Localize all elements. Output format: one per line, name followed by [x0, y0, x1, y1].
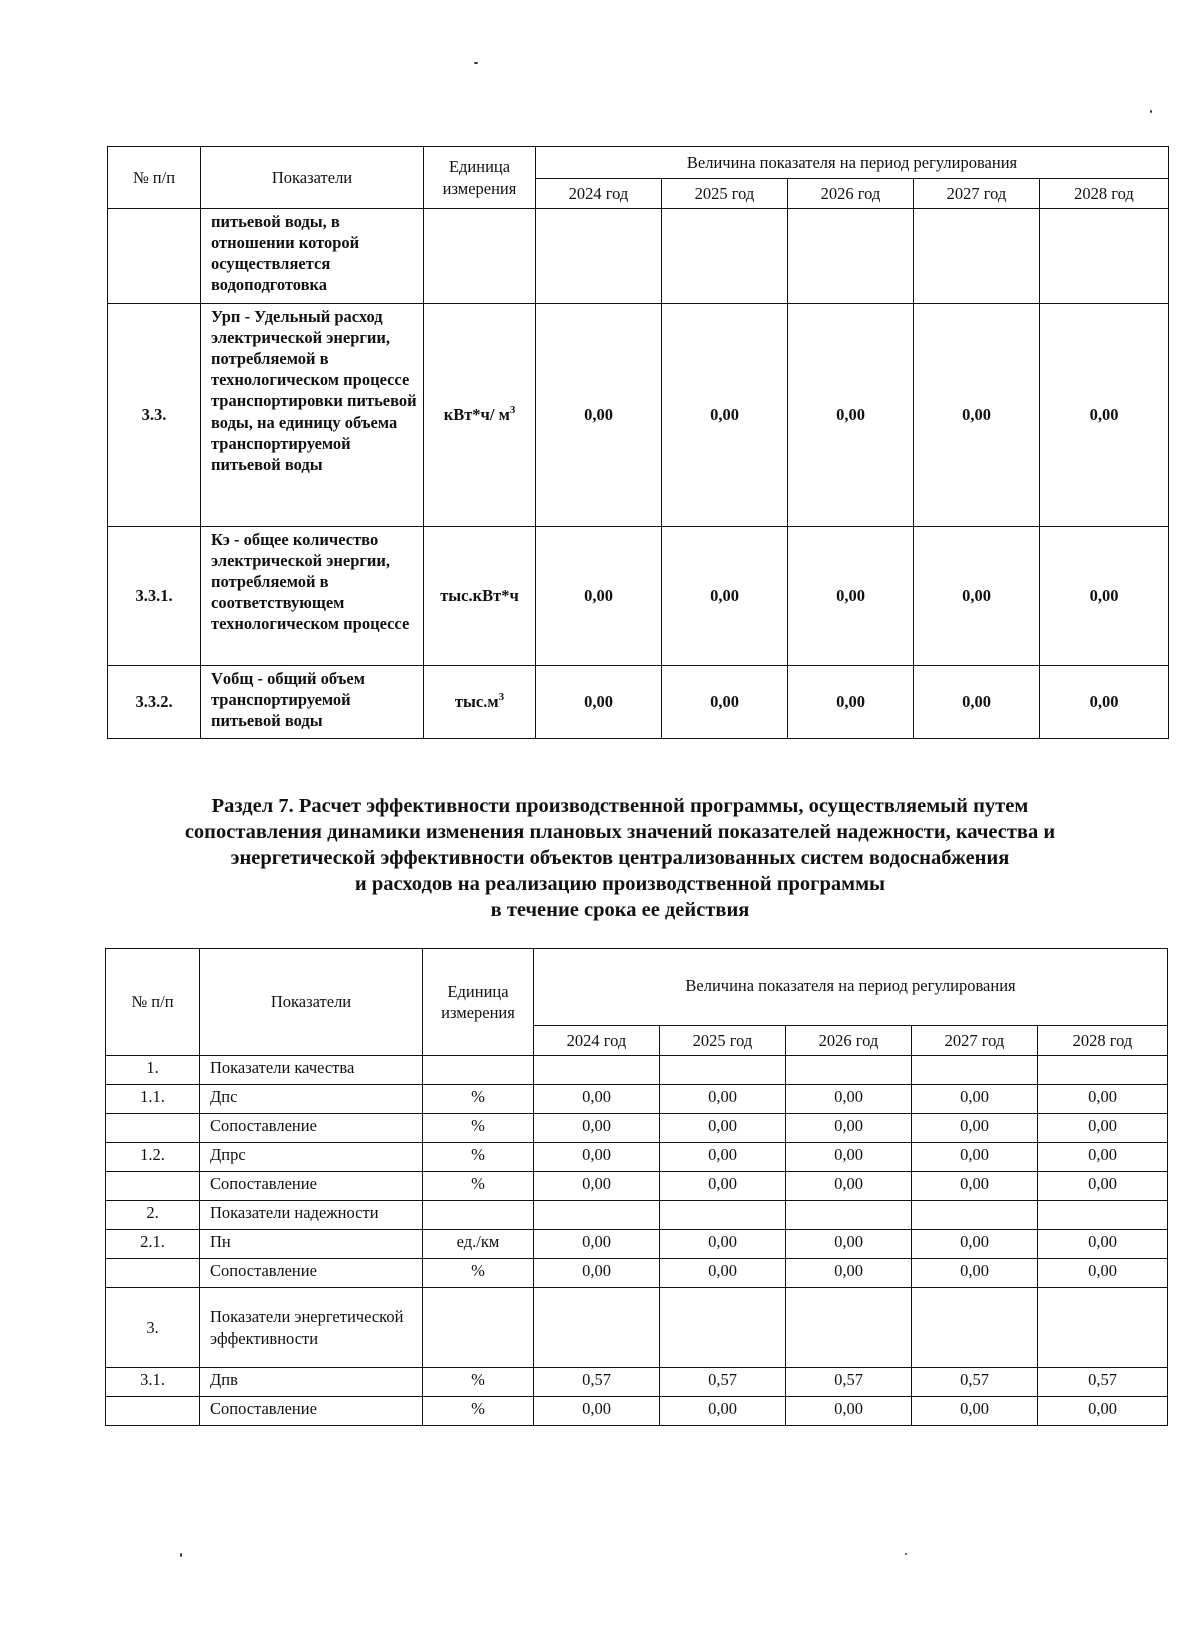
row-value: 0,00 [1038, 1397, 1168, 1426]
row-value: 0,00 [786, 1230, 912, 1259]
section-title-line: сопоставления динамики изменения плановых значений показателей надежности, качества и [184, 821, 1056, 843]
row-unit [423, 1201, 534, 1230]
row-value: 0,00 [788, 304, 914, 527]
row-indicator: Дпрс [200, 1143, 423, 1172]
row-unit: тыс.кВт*ч [424, 527, 536, 666]
header-year: 2027 год [914, 179, 1040, 209]
table-row [106, 1085, 1168, 1114]
row-indicator: Сопоставление [200, 1114, 423, 1143]
table-row [106, 1201, 1168, 1230]
row-unit: % [423, 1143, 534, 1172]
row-value: 0,00 [914, 666, 1040, 739]
row-value: 0,00 [534, 1114, 660, 1143]
row-value [534, 1056, 660, 1085]
row-value: 0,00 [1040, 666, 1169, 739]
row-value: 0,00 [536, 666, 662, 739]
row-indicator: Сопоставление [200, 1259, 423, 1288]
table-row [108, 304, 1169, 527]
scan-speck [1150, 110, 1152, 113]
row-value: 0,00 [1038, 1172, 1168, 1201]
row-value: 0,00 [788, 666, 914, 739]
row-indicator: Показатели надежности [200, 1201, 423, 1230]
row-unit: % [423, 1368, 534, 1397]
row-indicator: Пн [200, 1230, 423, 1259]
row-value [912, 1056, 1038, 1085]
row-unit [423, 1056, 534, 1085]
row-value [662, 209, 788, 304]
row-value: 0,00 [914, 527, 1040, 666]
row-indicator: Vобщ - общий объем транспортируемой питьевой воды [201, 666, 424, 739]
header-year: 2028 год [1038, 1026, 1168, 1056]
header-period: Величина показателя на период регулирования [536, 147, 1169, 179]
row-value: 0,00 [660, 1143, 786, 1172]
row-value: 0,57 [534, 1368, 660, 1397]
row-value: 0,00 [1038, 1114, 1168, 1143]
section-title-line: энергетической эффективности объектов централизованных систем водоснабжения [230, 847, 1010, 869]
row-value: 0,00 [1038, 1143, 1168, 1172]
header-year: 2026 год [786, 1026, 912, 1056]
table-row [106, 1368, 1168, 1397]
row-unit: % [423, 1259, 534, 1288]
row-value: 0,57 [912, 1368, 1038, 1397]
row-value: 0,00 [786, 1259, 912, 1288]
row-num [106, 1397, 200, 1426]
row-value: 0,00 [1038, 1230, 1168, 1259]
header-indicator: Показатели [200, 949, 423, 1056]
scan-speck [905, 1553, 907, 1555]
section-title [100, 793, 1140, 923]
row-num: 2.1. [106, 1230, 200, 1259]
row-indicator: Сопоставление [200, 1172, 423, 1201]
row-value: 0,00 [660, 1230, 786, 1259]
row-indicator: Урп - Удельный расход электрической энергии, потребляемой в технологическом процессе транспортировки питьевой воды, на единицу объема транспортируемой питьевой воды [201, 304, 424, 527]
row-value: 0,00 [536, 304, 662, 527]
row-value: 0,00 [534, 1085, 660, 1114]
row-value: 0,00 [662, 304, 788, 527]
row-value: 0,00 [786, 1114, 912, 1143]
scan-speck [474, 62, 478, 64]
indicator-table-continued [107, 146, 1169, 739]
row-value [536, 209, 662, 304]
header-num: № п/п [108, 147, 201, 209]
row-num [106, 1114, 200, 1143]
row-value: 0,00 [662, 666, 788, 739]
row-value [912, 1288, 1038, 1368]
table-row [108, 209, 1169, 304]
row-value [660, 1056, 786, 1085]
row-value: 0,00 [912, 1114, 1038, 1143]
row-num [106, 1172, 200, 1201]
row-num: 3.3.2. [108, 666, 201, 739]
row-value: 0,00 [786, 1397, 912, 1426]
row-num: 3.1. [106, 1368, 200, 1397]
row-value: 0,00 [1040, 304, 1169, 527]
row-value: 0,00 [534, 1143, 660, 1172]
row-value: 0,00 [660, 1085, 786, 1114]
row-unit: кВт*ч/ $м^3$ [424, 304, 536, 527]
table-row [108, 527, 1169, 666]
row-value: 0,57 [1038, 1368, 1168, 1397]
row-value: 0,00 [1038, 1259, 1168, 1288]
header-unit: Единица измерения [423, 949, 534, 1056]
header-indicator: Показатели [201, 147, 424, 209]
row-value: 0,57 [786, 1368, 912, 1397]
row-value: 0,00 [660, 1397, 786, 1426]
row-value: 0,00 [660, 1172, 786, 1201]
header-num: № п/п [106, 949, 200, 1056]
row-value [1038, 1056, 1168, 1085]
row-unit [424, 209, 536, 304]
row-value: 0,00 [912, 1143, 1038, 1172]
header-year: 2024 год [536, 179, 662, 209]
row-value [786, 1201, 912, 1230]
row-num: 3.3.1. [108, 527, 201, 666]
row-value: 0,00 [912, 1230, 1038, 1259]
row-value: 0,57 [660, 1368, 786, 1397]
table-row [106, 1397, 1168, 1426]
row-value: 0,00 [534, 1172, 660, 1201]
table-row [106, 1172, 1168, 1201]
header-year: 2025 год [662, 179, 788, 209]
row-indicator: Показатели энергетической эффективности [200, 1288, 423, 1368]
row-value: 0,00 [786, 1172, 912, 1201]
row-unit: % [423, 1114, 534, 1143]
row-indicator: Показатели качества [200, 1056, 423, 1085]
row-num: 3. [106, 1288, 200, 1368]
header-period: Величина показателя на период регулирования [534, 949, 1168, 1026]
row-num [108, 209, 201, 304]
row-value: 0,00 [912, 1172, 1038, 1201]
header-year: 2024 год [534, 1026, 660, 1056]
row-value: 0,00 [914, 304, 1040, 527]
section-title-line: Раздел 7. Расчет эффективности производственной программы, осуществляемый путем [211, 795, 1029, 817]
row-value: 0,00 [912, 1259, 1038, 1288]
row-unit: % [423, 1085, 534, 1114]
row-value: 0,00 [912, 1397, 1038, 1426]
row-value: 0,00 [1038, 1085, 1168, 1114]
row-num: 1.2. [106, 1143, 200, 1172]
row-value [660, 1288, 786, 1368]
row-value [912, 1201, 1038, 1230]
row-unit: % [423, 1397, 534, 1426]
row-num: 1. [106, 1056, 200, 1085]
table-row [106, 1230, 1168, 1259]
row-value: 0,00 [1040, 527, 1169, 666]
row-num: 3.3. [108, 304, 201, 527]
row-indicator: питьевой воды, в отношении которой осуществляется водоподготовка [201, 209, 424, 304]
row-value [786, 1288, 912, 1368]
header-year: 2025 год [660, 1026, 786, 1056]
header-year: 2026 год [788, 179, 914, 209]
row-value [914, 209, 1040, 304]
row-unit: ед./км [423, 1230, 534, 1259]
row-value: 0,00 [788, 527, 914, 666]
row-indicator: Сопоставление [200, 1397, 423, 1426]
row-value [1038, 1201, 1168, 1230]
row-value: 0,00 [786, 1085, 912, 1114]
table-row [106, 1259, 1168, 1288]
row-value [786, 1056, 912, 1085]
row-value [660, 1201, 786, 1230]
row-indicator: Дпс [200, 1085, 423, 1114]
row-value: 0,00 [786, 1143, 912, 1172]
row-value: 0,00 [534, 1230, 660, 1259]
row-indicator: Дпв [200, 1368, 423, 1397]
row-value [534, 1288, 660, 1368]
row-value: 0,00 [536, 527, 662, 666]
header-year: 2028 год [1040, 179, 1169, 209]
table-row [106, 1143, 1168, 1172]
section-title-line: в течение срока ее действия [490, 899, 750, 921]
row-value: 0,00 [662, 527, 788, 666]
row-num: 2. [106, 1201, 200, 1230]
table-row [106, 1056, 1168, 1085]
row-num [106, 1259, 200, 1288]
row-value [1040, 209, 1169, 304]
header-unit: Единица измерения [424, 147, 536, 209]
row-value [1038, 1288, 1168, 1368]
row-unit: $тыс.м^3$ [424, 666, 536, 739]
scan-speck [180, 1553, 182, 1557]
row-value: 0,00 [660, 1114, 786, 1143]
row-value: 0,00 [912, 1085, 1038, 1114]
row-unit [423, 1288, 534, 1368]
row-num: 1.1. [106, 1085, 200, 1114]
row-value: 0,00 [660, 1259, 786, 1288]
row-unit: % [423, 1172, 534, 1201]
row-value [534, 1201, 660, 1230]
row-value: 0,00 [534, 1397, 660, 1426]
efficiency-table [105, 948, 1168, 1426]
row-value [788, 209, 914, 304]
header-year: 2027 год [912, 1026, 1038, 1056]
section-title-line: и расходов на реализацию производственной программы [354, 873, 886, 895]
row-value: 0,00 [534, 1259, 660, 1288]
table-row [108, 666, 1169, 739]
table-row [106, 1114, 1168, 1143]
table-row [106, 1288, 1168, 1368]
row-indicator: Кэ - общее количество электрической энергии, потребляемой в соответствующем технологическом процессе [201, 527, 424, 666]
